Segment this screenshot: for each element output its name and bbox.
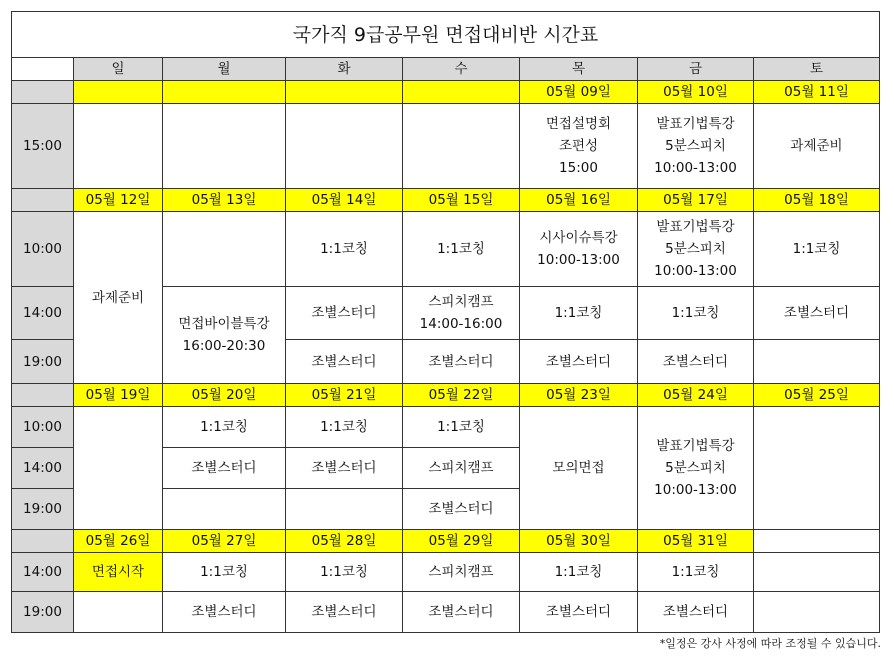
schedule-cell: 조별스터디	[754, 287, 880, 340]
schedule-cell	[754, 592, 880, 633]
schedule-cell: 조별스터디	[638, 340, 754, 384]
day-header-mon: 월	[163, 58, 286, 81]
time-label: 14:00	[12, 287, 74, 340]
schedule-cell	[163, 104, 286, 189]
date-cell: 05월 10일	[638, 81, 754, 104]
schedule-cell: 스피치캠프	[403, 553, 520, 592]
day-header-sun: 일	[74, 58, 163, 81]
schedule-cell: 1:1코칭	[520, 553, 638, 592]
event-time: 10:00-13:00	[654, 160, 737, 176]
date-cell: 05월 11일	[754, 81, 880, 104]
day-header-tue: 화	[286, 58, 403, 81]
date-cell	[163, 81, 286, 104]
event-detail: 5분스피치	[665, 241, 726, 257]
schedule-cell: 조별스터디	[286, 340, 403, 384]
event-time: 10:00-13:00	[654, 263, 737, 279]
date-cell: 05월 28일	[286, 530, 403, 553]
schedule-cell	[638, 407, 754, 530]
date-cell	[403, 81, 520, 104]
date-cell: 05월 12일	[74, 189, 163, 212]
event-name: 면접설명회	[545, 116, 612, 132]
date-row-label	[12, 189, 74, 212]
date-cell: 05월 27일	[163, 530, 286, 553]
schedule-cell: 모의면접	[520, 407, 638, 530]
schedule-cell: 조별스터디	[403, 592, 520, 633]
event-name: 발표기법특강	[656, 219, 735, 235]
schedule-cell: 1:1코칭	[286, 407, 403, 448]
schedule-cell: 조별스터디	[638, 592, 754, 633]
date-cell: 05월 16일	[520, 189, 638, 212]
date-row-label	[12, 530, 74, 553]
event-name: 스피치캠프	[428, 294, 494, 310]
day-header-wed: 수	[403, 58, 520, 81]
event-time: 14:00-16:00	[419, 316, 503, 332]
date-cell	[754, 530, 880, 553]
date-cell: 05월 21일	[286, 384, 403, 407]
event-time: 16:00-20:30	[182, 338, 266, 354]
schedule-cell: 1:1코칭	[286, 212, 403, 287]
event-name: 면접바이블특강	[178, 316, 270, 332]
time-label: 14:00	[12, 553, 74, 592]
event-detail: 5분스피치	[665, 138, 726, 154]
time-label: 14:00	[12, 448, 74, 489]
schedule-cell: 1:1코칭	[638, 287, 754, 340]
schedule-cell	[74, 104, 163, 189]
schedule-cell	[754, 340, 880, 384]
day-header-sat: 토	[754, 58, 880, 81]
date-cell: 05월 25일	[754, 384, 880, 407]
event-name: 시사이슈특강	[539, 230, 618, 246]
schedule-cell: 조별스터디	[403, 340, 520, 384]
schedule-cell	[286, 104, 403, 189]
schedule-cell: 조별스터디	[286, 592, 403, 633]
schedule-cell: 조별스터디	[286, 287, 403, 340]
schedule-cell	[403, 104, 520, 189]
date-cell: 05월 29일	[403, 530, 520, 553]
schedule-table	[11, 11, 880, 633]
schedule-cell	[638, 212, 754, 287]
date-cell: 05월 15일	[403, 189, 520, 212]
schedule-cell	[754, 553, 880, 592]
schedule-cell: 1:1코칭	[403, 407, 520, 448]
date-row-label	[12, 81, 74, 104]
schedule-cell	[163, 212, 286, 287]
time-label: 19:00	[12, 489, 74, 530]
event-name: 발표기법특강	[656, 438, 735, 454]
date-cell: 05월 17일	[638, 189, 754, 212]
schedule-cell	[286, 489, 403, 530]
schedule-cell: 1:1코칭	[520, 287, 638, 340]
event-detail: 5분스피치	[665, 460, 726, 476]
time-label: 15:00	[12, 104, 74, 189]
event-detail: 조편성	[558, 138, 599, 154]
date-cell: 05월 31일	[638, 530, 754, 553]
day-header-fri: 금	[638, 58, 754, 81]
page-title: 국가직 9급공무원 면접대비반 시간표	[12, 12, 880, 58]
schedule-cell	[520, 212, 638, 287]
event-time: 10:00-13:00	[537, 252, 620, 268]
schedule-cell: 조별스터디	[520, 592, 638, 633]
schedule-cell: 과제준비	[74, 212, 163, 384]
schedule-cell	[520, 104, 638, 189]
date-cell: 05월 26일	[74, 530, 163, 553]
time-label: 10:00	[12, 407, 74, 448]
schedule-cell	[754, 407, 880, 530]
schedule-cell	[163, 489, 286, 530]
date-cell: 05월 09일	[520, 81, 638, 104]
date-row-label	[12, 384, 74, 407]
time-label: 19:00	[12, 340, 74, 384]
time-label: 10:00	[12, 212, 74, 287]
event-name: 발표기법특강	[656, 116, 735, 132]
date-cell: 05월 24일	[638, 384, 754, 407]
schedule-cell: 조별스터디	[520, 340, 638, 384]
corner-cell	[12, 58, 74, 81]
schedule-cell: 1:1코칭	[403, 212, 520, 287]
event-time: 15:00	[559, 160, 598, 176]
schedule-cell: 조별스터디	[286, 448, 403, 489]
time-label: 19:00	[12, 592, 74, 633]
schedule-cell: 1:1코칭	[163, 553, 286, 592]
schedule-cell	[74, 592, 163, 633]
schedule-cell: 조별스터디	[403, 489, 520, 530]
schedule-cell: 1:1코칭	[754, 212, 880, 287]
schedule-cell: 면접시작	[74, 553, 163, 592]
date-cell: 05월 23일	[520, 384, 638, 407]
date-cell: 05월 14일	[286, 189, 403, 212]
schedule-cell: 과제준비	[754, 104, 880, 189]
schedule-cell: 조별스터디	[163, 592, 286, 633]
date-cell: 05월 22일	[403, 384, 520, 407]
schedule-cell	[163, 287, 286, 384]
schedule-cell: 조별스터디	[163, 448, 286, 489]
schedule-cell: 1:1코칭	[286, 553, 403, 592]
event-time: 10:00-13:00	[654, 482, 737, 498]
date-cell	[286, 81, 403, 104]
date-cell: 05월 18일	[754, 189, 880, 212]
schedule-cell: 1:1코칭	[638, 553, 754, 592]
date-cell: 05월 20일	[163, 384, 286, 407]
footnote: *일정은 강사 사정에 따라 조정될 수 있습니다.	[659, 637, 881, 650]
schedule-cell	[74, 407, 163, 530]
date-cell: 05월 19일	[74, 384, 163, 407]
schedule-cell: 스피치캠프	[403, 448, 520, 489]
schedule-cell: 1:1코칭	[163, 407, 286, 448]
schedule-cell	[403, 287, 520, 340]
date-cell: 05월 30일	[520, 530, 638, 553]
day-header-thu: 목	[520, 58, 638, 81]
date-cell	[74, 81, 163, 104]
date-cell: 05월 13일	[163, 189, 286, 212]
schedule-cell	[638, 104, 754, 189]
